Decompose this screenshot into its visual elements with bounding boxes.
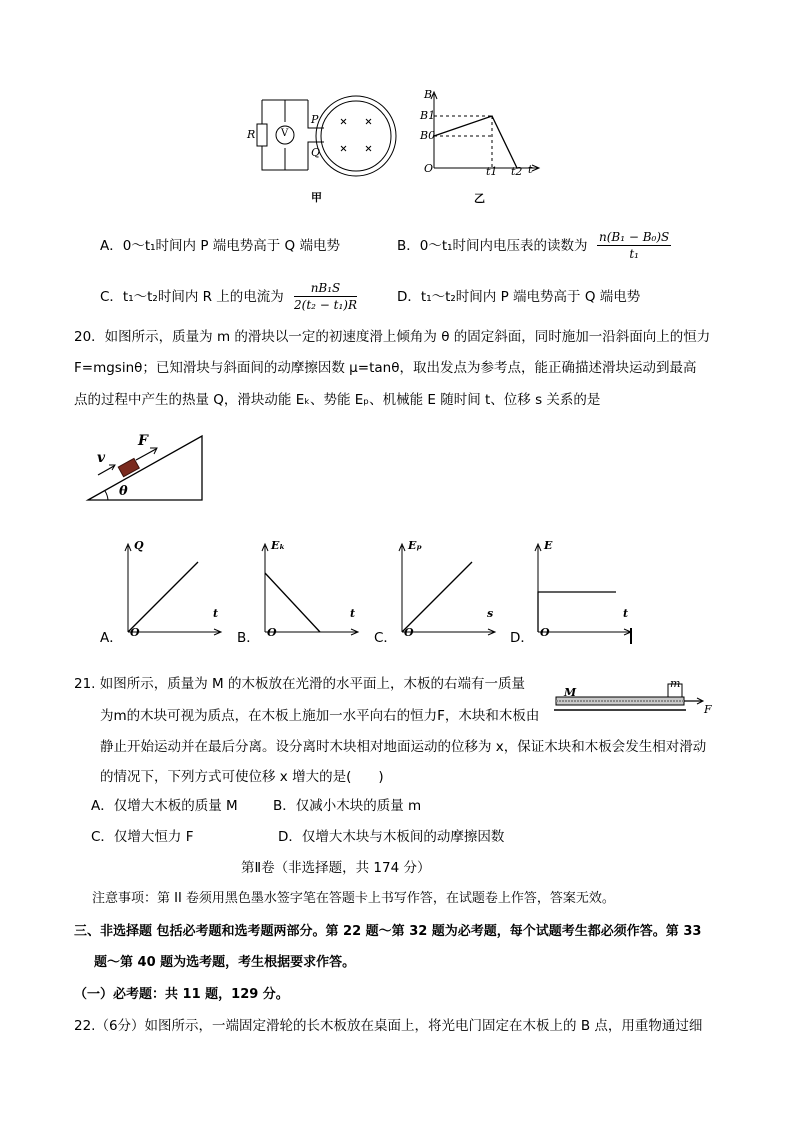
- q20-line-1: 20．如图所示，质量为 m 的滑块以一定的初速度滑上倾角为 θ 的固定斜面，同时施加一沿斜面向上的恒力: [74, 329, 711, 345]
- voltmeter-label: V: [281, 128, 289, 139]
- yi-t2-label: t2: [511, 165, 523, 178]
- incline-theta-label: θ: [119, 484, 128, 499]
- terminal-q-label: Q: [311, 146, 321, 159]
- q19-c-denominator: 2(t₂ − t₁)R: [294, 298, 357, 312]
- q21-option-c: C．仅增大恒力 F: [91, 829, 194, 845]
- incline-v-label: v: [97, 450, 106, 466]
- q21-line-4: 的情况下，下列方式可使位移 x 增大的是( ): [100, 769, 384, 785]
- circuit-diagram-jia: [240, 92, 410, 182]
- graph-c-origin: O: [404, 626, 414, 639]
- board-small-m-label: m: [670, 677, 681, 690]
- section2-title: 第Ⅱ卷（非选择题，共 174 分）: [241, 860, 431, 876]
- graph-a-origin: O: [130, 626, 140, 639]
- figure-caption-yi: 乙: [474, 192, 485, 205]
- terminal-p-label: P: [311, 113, 319, 126]
- part3-line-2: 题～第 40 题为选考题，考生根据要求作答。: [94, 955, 356, 970]
- board-f-label: F: [704, 703, 712, 716]
- q19-option-b-fraction: [597, 230, 671, 261]
- board-big-m-label: M: [564, 686, 577, 699]
- q21-line-3: 静止开始运动并在最后分离。设分离时木块相对地面运动的位移为 x，保证木块和木板会发生相对滑动: [100, 739, 707, 755]
- q19-option-c: C．t₁～t₂时间内 R 上的电流为: [100, 289, 284, 305]
- q21-option-d: D．仅增大木块与木板间的动摩擦因数: [278, 829, 505, 845]
- yi-t1-label: t1: [486, 165, 498, 178]
- yi-b0-label: B0: [420, 129, 436, 142]
- yi-origin-label: O: [424, 162, 434, 175]
- q19-c-numerator: nB₁S: [294, 281, 357, 297]
- incline-f-label: F: [138, 433, 148, 449]
- q19-b-denominator: t₁: [629, 247, 639, 261]
- graph-b-origin: O: [267, 626, 277, 639]
- graph-b-y-label: Eₖ: [271, 539, 286, 552]
- q19-option-a: A．0～t₁时间内 P 端电势高于 Q 端电势: [100, 238, 340, 254]
- graph-c-y-label: Eₚ: [408, 539, 422, 552]
- resistor-label: R: [247, 128, 256, 141]
- yi-axis-y-label: B: [424, 88, 433, 101]
- q20-line-2: F=mgsinθ；已知滑块与斜面间的动摩擦因数 μ=tanθ，取出发点为参考点，能正确描述滑块运动到最高: [74, 360, 697, 376]
- graph-option-b: B．: [237, 630, 260, 646]
- graph-option-a: A．: [100, 630, 123, 646]
- q19-b-numerator: n(B₁ − B₀)S: [599, 230, 670, 244]
- board-block-diagram: [554, 676, 724, 726]
- q20-line-3: 点的过程中产生的热量 Q，滑块动能 Eₖ、势能 Eₚ、机械能 E 随时间 t、位移 s 关系的是: [74, 392, 601, 408]
- graph-a-x-label: t: [213, 607, 219, 620]
- section2-note: 注意事项：第 II 卷须用黑色墨水签字笔在答题卡上书写作答，在试题卷上作答，答案无效。: [92, 891, 615, 906]
- q21-option-b: B．仅减小木块的质量 m: [273, 798, 422, 814]
- yi-b1-label: B1: [420, 109, 436, 122]
- graph-c-x-label: s: [487, 607, 494, 620]
- yi-axis-x-label: t: [528, 163, 533, 176]
- q21-line-1: 21. 如图所示，质量为 M 的木板放在光滑的水平面上，木板的右端有一质量: [74, 676, 525, 692]
- q22-line-1: 22.（6分）如图所示，一端固定滑轮的长木板放在桌面上，将光电门固定在木板上的 B 点，用重物通过细: [74, 1018, 703, 1034]
- graph-b-x-label: t: [350, 607, 356, 620]
- q19-option-d: D．t₁～t₂时间内 P 端电势高于 Q 端电势: [397, 289, 641, 305]
- required-questions: （一）必考题：共 11 题，129 分。: [74, 987, 289, 1002]
- part3-line-1: 三、非选择题 包括必考题和选考题两部分。第 22 题～第 32 题为必考题，每个试题考生都必须作答。第 33: [74, 924, 702, 939]
- q19-option-b: B．0～t₁时间内电压表的读数为: [397, 238, 588, 254]
- q21-option-a: A．仅增大木板的质量 M: [91, 798, 238, 814]
- graph-option-d: D．: [510, 630, 534, 646]
- q21-line-2: 为m的木块可视为质点，在木板上施加一水平向右的恒力F，木块和木板由: [100, 708, 540, 724]
- incline-diagram: [84, 430, 214, 510]
- q19-option-c-fraction: [294, 281, 357, 312]
- figure-caption-jia: 甲: [311, 191, 322, 204]
- graph-d-origin: O: [540, 626, 550, 639]
- graph-d-y-label: E: [544, 539, 553, 552]
- graph-d-x-label: t: [623, 607, 629, 620]
- graph-a-y-label: Q: [134, 539, 144, 552]
- graph-option-c: C．: [374, 630, 397, 646]
